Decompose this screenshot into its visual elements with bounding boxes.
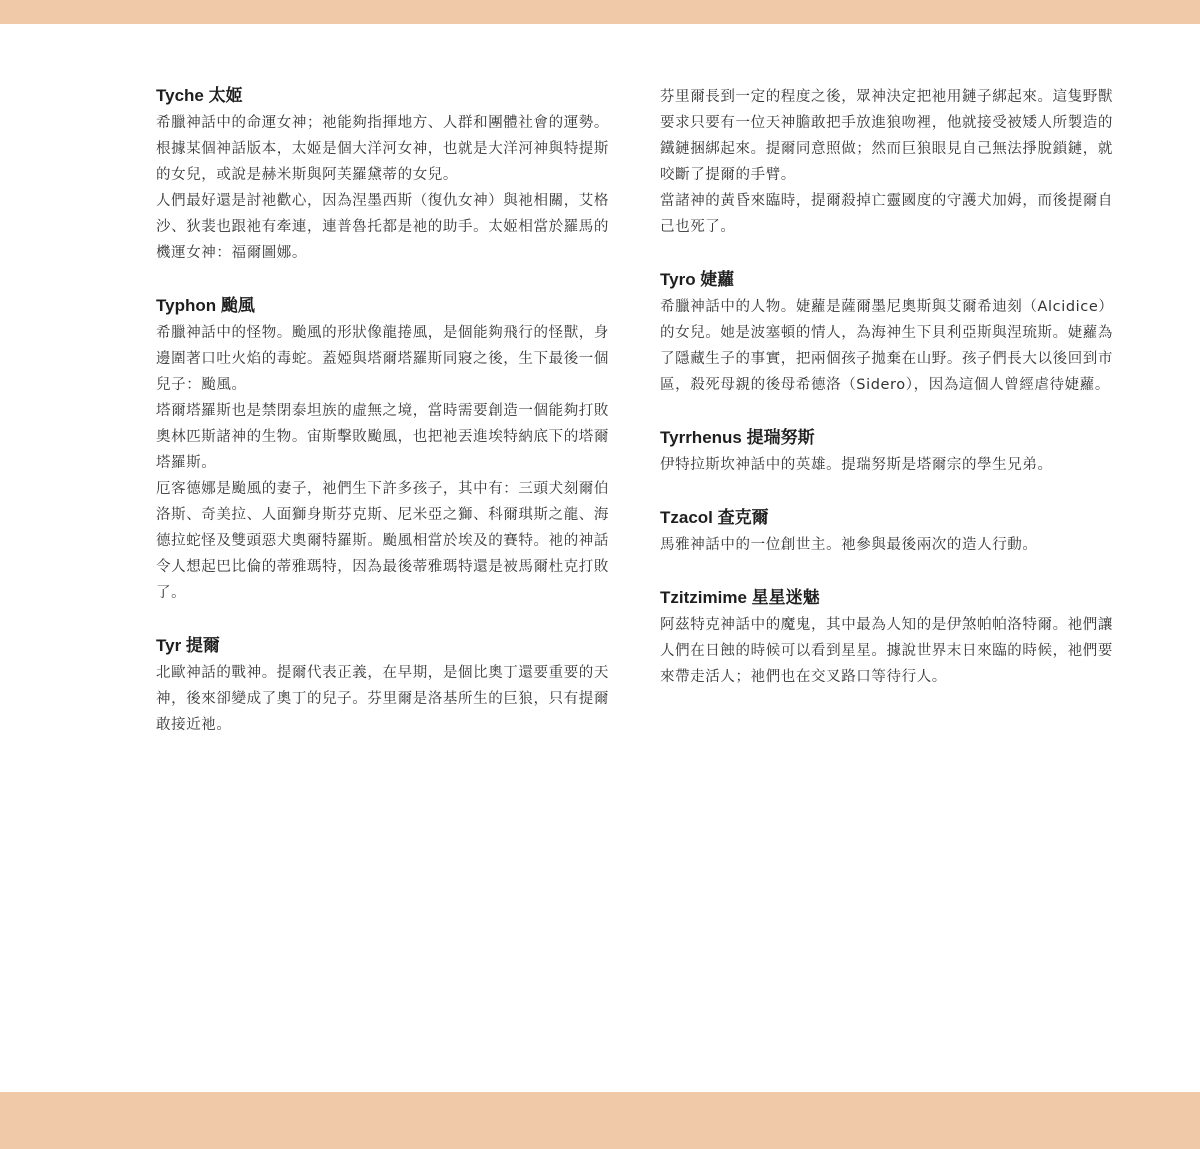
entry-tyro [660,268,1120,398]
entry-paragraph: 馬雅神話中的一位創世主。祂參與最後兩次的造人行動。 [660,537,1038,553]
entry-paragraph: 人們最好還是討祂歡心，因為涅墨西斯（復仇女神）與祂相關，艾格沙、狄裴也跟祂有牽連，連普魯托都是祂的助手。太姬相當於羅馬的機運女神：福爾圖娜。 [156,193,609,261]
top-border-band [0,0,1200,24]
entry-tyr-continued [660,84,1120,240]
document-page [0,24,1200,1092]
entry-paragraph: 阿茲特克神話中的魔鬼，其中最為人知的是伊煞帕帕洛特爾。祂們讓人們在日蝕的時候可以看到星星。據說世界末日來臨的時候，祂們要來帶走活人；祂們也在交叉路口等待行人。 [660,617,1113,685]
entry-typhon [156,294,616,606]
entry-paragraph: 厄客德娜是颱風的妻子，祂們生下許多孩子，其中有：三頭犬刻爾伯洛斯、奇美拉、人面獅身斯芬克斯、尼米亞之獅、科爾琪斯之龍、海德拉蛇怪及雙頭惡犬奧爾特羅斯。颱風相當於埃及的賽特。祂的神話令人想起巴比倫的蒂雅瑪特，因為最後蒂雅瑪特還是被馬爾杜克打敗了。 [156,481,609,601]
entry-paragraph: 當諸神的黃昏來臨時，提爾殺掉亡靈國度的守護犬加姆，而後提爾自己也死了。 [660,193,1113,235]
entry-title: Tyr 提爾 [156,636,220,655]
entry-paragraph: 希臘神話中的命運女神；祂能夠指揮地方、人群和團體社會的運勢。根據某個神話版本，太姬是個大洋河女神，也就是大洋河神與特提斯的女兒，或說是赫米斯與阿芙羅黛蒂的女兒。 [156,115,609,183]
right-column [660,84,1120,718]
entry-paragraph: 北歐神話的戰神。提爾代表正義，在早期，是個比奧丁還要重要的天神，後來卻變成了奧丁的兒子。芬里爾是洛基所生的巨狼，只有提爾敢接近祂。 [156,665,609,733]
entry-tyche [156,84,616,266]
bottom-border-band [0,1092,1200,1149]
entry-paragraph: 希臘神話中的怪物。颱風的形狀像龍捲風，是個能夠飛行的怪獸，身邊圍著口吐火焰的毒蛇。蓋婭與塔爾塔羅斯同寢之後，生下最後一個兒子：颱風。 [156,325,609,393]
entry-tyrrhenus [660,426,1120,478]
entry-title: Tyro 婕蘿 [660,270,735,289]
entry-paragraph: 芬里爾長到一定的程度之後，眾神決定把祂用鏈子綁起來。這隻野獸要求只要有一位天神膽敢把手放進狼吻裡，他就接受被矮人所製造的鐵鏈捆綁起來。提爾同意照做；然而巨狼眼見自己無法掙脫鎖鏈，就咬斷了提爾的手臂。 [660,89,1113,183]
left-column [156,84,616,766]
entry-paragraph: 伊特拉斯坎神話中的英雄。提瑞努斯是塔爾宗的學生兄弟。 [660,457,1053,473]
entry-title: Tzacol 查克爾 [660,508,769,527]
entry-tzacol [660,506,1120,558]
entry-title: Tzitzimime 星星迷魅 [660,588,820,607]
entry-tyr [156,634,616,738]
entry-paragraph: 塔爾塔羅斯也是禁閉泰坦族的虛無之境，當時需要創造一個能夠打敗奧林匹斯諸神的生物。宙斯擊敗颱風，也把祂丟進埃特納底下的塔爾塔羅斯。 [156,403,609,471]
entry-paragraph: 希臘神話中的人物。婕蘿是薩爾墨尼奧斯與艾爾希迪刻（Alcidice）的女兒。她是波塞頓的情人，為海神生下貝利亞斯與涅琉斯。婕蘿為了隱藏生子的事實，把兩個孩子拋棄在山野。孩子們長大以後回到市區，殺死母親的後母希德洛（Sidero），因為這個人曾經虐待婕蘿。 [660,299,1114,393]
entry-title: Tyche 太姬 [156,86,243,105]
entry-title: Typhon 颱風 [156,296,255,315]
entry-title: Tyrrhenus 提瑞努斯 [660,428,815,447]
entry-tzitzimime [660,586,1120,690]
